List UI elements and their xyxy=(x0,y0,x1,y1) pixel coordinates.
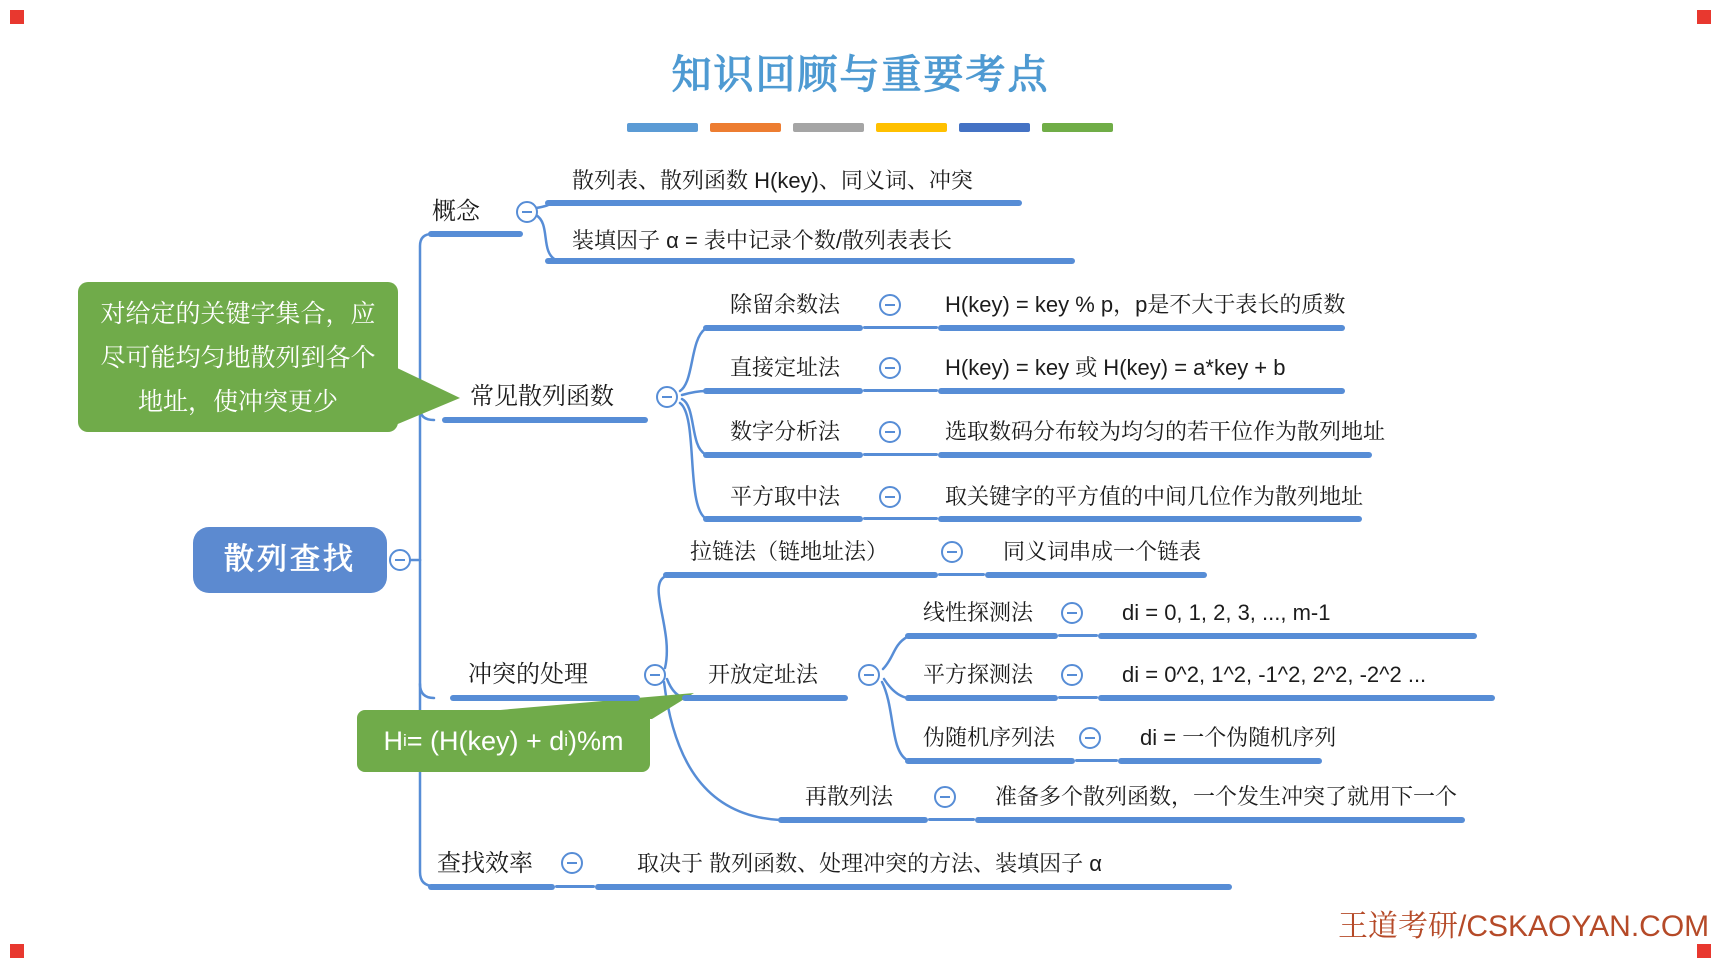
collapse-toggle-icon[interactable] xyxy=(1061,602,1083,624)
corner-marker xyxy=(10,10,24,24)
node-underline xyxy=(663,572,938,578)
hash-method-mid-square[interactable]: 平方取中法 xyxy=(730,484,841,509)
probe-pseudorandom[interactable]: 伪随机序列法 xyxy=(923,725,1056,750)
node-underline xyxy=(682,695,848,701)
branch-search-efficiency[interactable]: 查找效率 xyxy=(437,850,533,877)
corner-marker xyxy=(1697,10,1711,24)
collapse-toggle-icon[interactable] xyxy=(879,294,901,316)
collapse-toggle-icon[interactable] xyxy=(879,486,901,508)
note-uniform-hashing xyxy=(78,282,398,432)
node-underline xyxy=(985,572,1207,578)
conflict-open-addressing[interactable]: 开放定址法 xyxy=(708,662,819,687)
hash-method-direct-desc[interactable]: H(key) = key 或 H(key) = a*key + b xyxy=(945,355,1286,380)
probe-pseudorandom-desc[interactable]: di = 一个伪随机序列 xyxy=(1140,725,1337,750)
conflict-rehash[interactable]: 再散列法 xyxy=(805,784,894,809)
note-open-addressing-formula: H i = (H(key) + d i )%m xyxy=(357,710,650,772)
collapse-toggle-icon[interactable] xyxy=(934,786,956,808)
node-underline xyxy=(428,231,523,237)
probe-quadratic[interactable]: 平方探测法 xyxy=(923,662,1034,687)
node-underline xyxy=(450,695,640,701)
conflict-chaining-desc[interactable]: 同义词串成一个链表 xyxy=(1003,539,1202,564)
node-underline xyxy=(905,633,1058,639)
legend-bar xyxy=(876,123,947,132)
collapse-toggle-icon[interactable] xyxy=(644,664,666,686)
note-line: 对给定的关键字集合，应 xyxy=(100,300,376,328)
node-underline xyxy=(595,884,1232,890)
node-connector xyxy=(1058,696,1098,699)
collapse-toggle-icon[interactable] xyxy=(656,386,678,408)
node-connector xyxy=(1058,634,1098,637)
collapse-toggle-icon[interactable] xyxy=(941,541,963,563)
node-underline xyxy=(975,817,1465,823)
node-underline xyxy=(703,452,863,458)
branch-concept[interactable]: 概念 xyxy=(432,198,480,225)
probe-quadratic-desc[interactable]: di = 0^2, 1^2, -1^2, 2^2, -2^2 ... xyxy=(1122,662,1427,687)
concept-child-terms[interactable]: 散列表、散列函数 H(key)、同义词、冲突 xyxy=(572,168,973,193)
root-node-hash-search[interactable]: 散列查找 xyxy=(193,527,387,593)
node-underline xyxy=(1098,633,1477,639)
node-underline xyxy=(905,758,1075,764)
node-underline xyxy=(545,258,1075,264)
node-connector xyxy=(928,818,975,821)
node-connector xyxy=(863,326,938,329)
node-underline xyxy=(428,884,555,890)
note-line: 地址，使冲突更少 xyxy=(137,388,338,416)
collapse-toggle-icon[interactable] xyxy=(516,201,538,223)
branch-conflict-handling[interactable]: 冲突的处理 xyxy=(468,661,588,688)
hash-method-digit-analysis-desc[interactable]: 选取数码分布较为均匀的若干位作为散列地址 xyxy=(945,419,1386,444)
node-underline xyxy=(1098,695,1495,701)
corner-marker xyxy=(10,944,24,958)
collapse-toggle-icon[interactable] xyxy=(858,664,880,686)
conflict-rehash-desc[interactable]: 准备多个散列函数，一个发生冲突了就用下一个 xyxy=(995,784,1458,809)
page-title: 知识回顾与重要考点 xyxy=(671,53,1050,97)
node-underline xyxy=(442,417,648,423)
node-underline xyxy=(703,325,863,331)
collapse-toggle-icon[interactable] xyxy=(879,421,901,443)
node-connector xyxy=(938,573,985,576)
hash-method-division-desc[interactable]: H(key) = key % p，p是不大于表长的质数 xyxy=(945,292,1346,317)
probe-linear[interactable]: 线性探测法 xyxy=(923,600,1034,625)
node-connector xyxy=(555,885,595,888)
collapse-toggle-icon[interactable] xyxy=(561,852,583,874)
search-efficiency-desc[interactable]: 取决于 散列函数、处理冲突的方法、装填因子 α xyxy=(637,851,1102,876)
branch-hash-functions[interactable]: 常见散列函数 xyxy=(470,383,614,410)
node-underline xyxy=(905,695,1058,701)
collapse-toggle-icon[interactable] xyxy=(1079,727,1101,749)
legend-bar xyxy=(793,123,864,132)
hash-method-mid-square-desc[interactable]: 取关键字的平方值的中间几位作为散列地址 xyxy=(945,484,1364,509)
node-underline xyxy=(1118,758,1322,764)
node-connector xyxy=(863,453,938,456)
node-connector xyxy=(863,389,938,392)
node-underline xyxy=(938,516,1362,522)
node-connector xyxy=(863,517,938,520)
node-underline xyxy=(703,516,863,522)
conflict-chaining[interactable]: 拉链法（链地址法） xyxy=(690,539,889,564)
node-underline xyxy=(938,452,1372,458)
hash-method-direct[interactable]: 直接定址法 xyxy=(730,355,841,380)
node-underline xyxy=(545,200,1022,206)
node-underline xyxy=(938,388,1345,394)
probe-linear-desc[interactable]: di = 0, 1, 2, 3, ..., m-1 xyxy=(1122,600,1331,625)
legend-bar xyxy=(627,123,698,132)
collapse-toggle-icon[interactable] xyxy=(1061,664,1083,686)
corner-marker xyxy=(1697,944,1711,958)
legend-bar xyxy=(710,123,781,132)
concept-child-load-factor[interactable]: 装填因子 α = 表中记录个数/散列表表长 xyxy=(572,228,953,253)
node-underline xyxy=(938,325,1345,331)
node-connector xyxy=(1075,759,1118,762)
legend-bar xyxy=(959,123,1030,132)
note-line: 尽可能均匀地散列到各个 xyxy=(100,344,376,372)
node-underline xyxy=(703,388,863,394)
collapse-toggle-icon[interactable] xyxy=(879,357,901,379)
collapse-toggle-icon[interactable] xyxy=(389,549,411,571)
hash-method-digit-analysis[interactable]: 数字分析法 xyxy=(730,419,841,444)
watermark: 王道考研/CSKAOYAN.COM xyxy=(1338,910,1710,943)
node-underline xyxy=(778,817,928,823)
legend-bar xyxy=(1042,123,1113,132)
hash-method-division[interactable]: 除留余数法 xyxy=(730,292,841,317)
